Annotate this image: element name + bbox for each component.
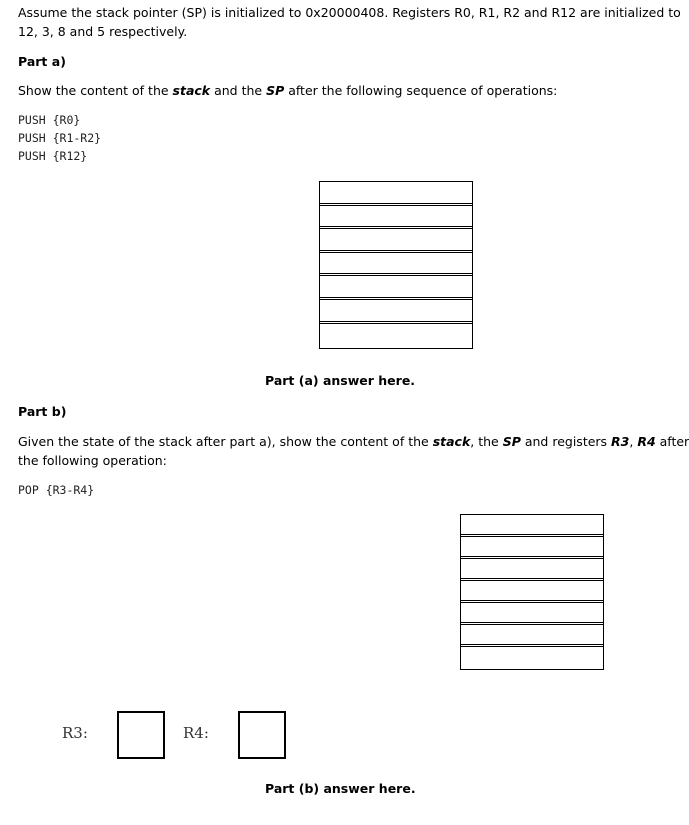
part-b-question-text: , xyxy=(629,434,638,449)
part-a-caption: Part (a) answer here. xyxy=(265,373,416,388)
r4-label: R4: xyxy=(183,724,209,742)
part-a-question-text: and the xyxy=(210,83,267,98)
r3-term: R3 xyxy=(611,434,630,449)
code-line-3: PUSH {R12} xyxy=(18,149,88,163)
stack-cell[interactable] xyxy=(461,581,603,603)
part-b-question-text: , the xyxy=(470,434,503,449)
stack-cell[interactable] xyxy=(320,324,472,348)
stack-cell[interactable] xyxy=(461,537,603,559)
stack-cell[interactable] xyxy=(461,559,603,581)
part-b-question-line-2: the following operation: xyxy=(18,453,167,468)
intro-line-2: 12, 3, 8 and 5 respectively. xyxy=(18,24,188,39)
part-b-question-text: Given the state of the stack after part a), show the content of the xyxy=(18,434,433,449)
r3-label: R3: xyxy=(62,724,88,742)
r4-answer-box[interactable] xyxy=(238,711,286,759)
stack-diagram-a xyxy=(319,181,473,349)
stack-cell[interactable] xyxy=(461,647,603,669)
part-b-heading: Part b) xyxy=(18,404,67,419)
stack-diagram-b xyxy=(460,514,604,670)
part-a-question-text: after the following sequence of operations: xyxy=(284,83,558,98)
stack-term: stack xyxy=(432,434,471,449)
part-a-question xyxy=(18,81,557,101)
stack-cell[interactable] xyxy=(320,253,472,276)
r4-term: R4 xyxy=(637,434,656,449)
r3-answer-box[interactable] xyxy=(117,711,165,759)
part-b-question-text: and registers xyxy=(520,434,612,449)
stack-cell[interactable] xyxy=(320,229,472,253)
part-b-question-text: after xyxy=(655,434,689,449)
stack-cell[interactable] xyxy=(320,276,472,300)
stack-cell[interactable] xyxy=(320,206,472,229)
stack-cell[interactable] xyxy=(461,515,603,537)
pop-code-line: POP {R3-R4} xyxy=(18,483,95,497)
code-line-1: PUSH {R0} xyxy=(18,113,81,127)
intro-line-1: Assume the stack pointer (SP) is initialized to 0x20000408. Registers R0, R1, R2 and R12 are initialized to xyxy=(18,5,681,20)
part-a-question-text: Show the content of the xyxy=(18,83,173,98)
part-b-question xyxy=(18,432,689,452)
sp-term: SP xyxy=(502,434,521,449)
stack-cell[interactable] xyxy=(320,300,472,324)
code-line-2: PUSH {R1-R2} xyxy=(18,131,102,145)
stack-cell[interactable] xyxy=(461,625,603,647)
sp-term: SP xyxy=(266,83,285,98)
stack-term: stack xyxy=(172,83,211,98)
part-a-heading: Part a) xyxy=(18,54,66,69)
stack-cell[interactable] xyxy=(320,182,472,206)
stack-cell[interactable] xyxy=(461,603,603,625)
part-b-caption: Part (b) answer here. xyxy=(265,781,416,796)
